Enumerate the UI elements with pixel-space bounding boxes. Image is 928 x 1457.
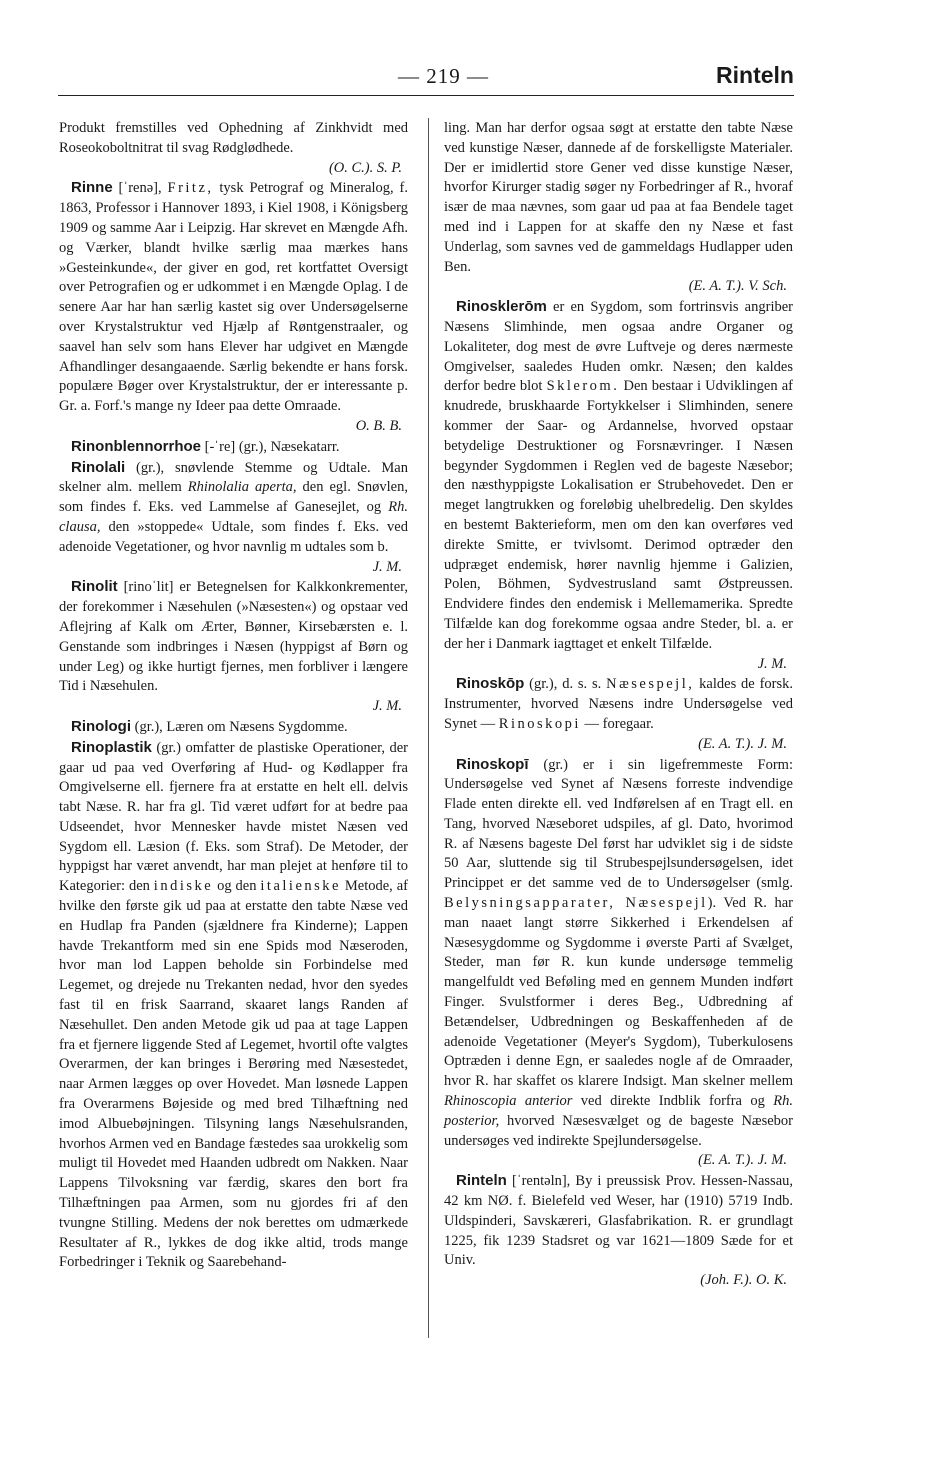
latin-term: Rhinoscopia anterior: [444, 1093, 573, 1110]
spaced-term: Belysningsapparater, Næsespejl: [444, 895, 708, 912]
entry-rinne: Rinne [ˈrenə], Fritz, tysk Petrograf og Mineralog, f. 1863, Professor i Hannover 1893, i Kiel 1908, i Königsberg 1909 og samme Aar i Leipzig. Har skrevet en Mængde Afh. og Værker, blandt hvilke særlig maa mærkes hans »Gesteinkunde«, der giver en god, ret kortfattet Oversigt over Petrografien og er udkommet i en Mængde Oplag. I de senere Aar har han særlig kastet sig over Undersøgelserne over Krystalstruktur ved Hjælp af Røntgenstraaler, og saavel han selv som hans Elever har udgivet en Mængde Afhandlinger desangaaende. Særlig bekendte er hans forsk. populære Bøger over Krystalstruktur, der er interessante p. Gr. a. Forf.'s mange ny Ideer paa dette Omraade. O. B. B.: [59, 178, 408, 436]
headword: Rinosklerōm: [456, 298, 547, 316]
entry-rinolali: Rinolali (gr.), snøvlende Stemme og Udtale. Man skelner alm. mellem Rhinolalia aperta, den egl. Snøvlen, som findes f. Eks. ved Lammelse af Ganesejlet, og Rh. clausa, den »stoppede« Udtale, som findes f. Eks. ved adenoide Vegetationer, og hvor navnlig m udtales som b. J. M.: [59, 458, 408, 578]
entry-rinosklerom: Rinosklerōm er en Sygdom, som fortrinsvis angriber Næsens Slimhinde, men ogsaa andre Organer og Lokaliteter, dog mest de øvre Luftveje og deres nærmeste Omgivelser, saaledes Huden omkr. Næsen; den kaldes derfor bedre blot Sklerom. Den bestaar i Udviklingen af knudrede, bruskhaarde Fortykkelser i Slimhinden, senere kommer der Saar- og Ardannelse, hvorved opstaar betydelige Destruktioner og Forsnævringer. I Næsen begynder Sygdommen i Reglen ved de bageste Næsebor; den næsthyppigste Lokalisation er Strubehovedet. Den er meget langtrukken og foreløbig uhelbredelig. Den skyldes en bestemt Bakterieform, men om den kan overføres ved direkte Smitte, er tvivlsomt. Derimod optræder den udpræget endemisk, hører navnlig hjemme i Galizien, Polen, Böhmen, Sydvestrusland samt Østpreussen. Endvidere findes den endemisk i Mellemamerika. Spredte Tilfælde kan dog forekomme ogsaa andre Steder, bl. a. er der her i Danmark iagttaget et enkelt Tilfælde. J. M.: [444, 297, 793, 674]
entry-rinoskop: Rinoskōp (gr.), d. s. s. Næsespejl, kaldes de forsk. Instrumenter, hvorved Næsens indre Undersøgelse ved Synet — Rinoskopi — foregaar. (E. A. T.). J. M.: [444, 674, 793, 754]
entry-rinteln: Rinteln [ˈrentəln], By i preussisk Prov. Hessen-Nassau, 42 km NØ. f. Bielefeld ved Weser, har (1910) 5719 Indb. Uldspinderi, Savskæreri, Glasfabrikation. R. er grundlagt 1225, fik 1239 Stadsret og var 1621—1809 Sæde for et Univ. (Joh. F.). O. K.: [444, 1171, 793, 1291]
spaced-term: italienske: [260, 878, 341, 895]
headword: Rinonblennorrhoe: [71, 437, 201, 455]
headword: Rinolit: [71, 578, 118, 596]
entry-signature: (O. C.). S. P.: [328, 159, 402, 176]
spaced-term: Næsespejl,: [606, 676, 695, 693]
latin-term: Rhinolalia aperta,: [187, 479, 297, 496]
headword: Rinologi: [71, 717, 131, 735]
entry-rinolit: Rinolit [rinoˈlit] er Betegnelsen for Kalkkonkrementer, der forekommer i Næsehulen (»Næsesten«) og opstaar ved Aflejring af Kalk om Ærter, Bønner, Kirsebærsten e. l. Genstande som indbringes i Næsen (hyppigst af Børn og under Leg) og ikke hurtigt fjernes, men forbliver i længere Tid i Næsehulen. J. M.: [59, 577, 408, 717]
entry-signature: J. M.: [757, 655, 787, 672]
entry-signature: (E. A. T.). V. Sch.: [688, 278, 787, 295]
spaced-term: Rinoskopi: [498, 715, 581, 732]
headword: Rinolali: [71, 458, 126, 476]
entry-signature: J. M.: [372, 558, 402, 575]
entry-signature: J. M.: [372, 698, 402, 715]
running-head: Rinteln: [716, 62, 794, 88]
right-column: [444, 119, 793, 1291]
page-header: [58, 60, 794, 96]
spaced-term: Sklerom.: [546, 378, 620, 395]
entry-rinologi: Rinologi (gr.), Læren om Næsens Sygdomme.: [71, 717, 348, 735]
latin-term: Rh. clausa,: [59, 499, 408, 535]
entry-rinonblennorrhoe: Rinonblennorrhoe [-ˈre] (gr.), Næsekatarr.: [71, 437, 340, 455]
headword: Rinoskopī: [456, 755, 529, 773]
latin-term: Rh. posterior,: [444, 1093, 793, 1129]
person-name: Fritz,: [167, 180, 214, 197]
headword: Rinoplastik: [71, 738, 152, 756]
spaced-term: indiske: [153, 878, 214, 895]
headword: Rinteln: [456, 1172, 507, 1190]
entry-signature: O. B. B.: [355, 417, 402, 434]
headword: Rinne: [71, 179, 113, 197]
entry-rinoskopi: Rinoskopī (gr.) er i sin ligefremmeste Form: Undersøgelse ved Synet af Næsens forreste indvendige Flade enten direkte ell. ved Indførelsen af en Tragt ell. en Tang, hvorved Næseboret udspiles, af gl. Dato, hvorimod R. af Næsens bageste Del først har udviklet sig i de sidste 50 Aar, sluttende sig til Strubespejlsundersøgelsen, idet Princippet er det samme ved de to Undersøgelser (smlg. Belysningsapparater, Næsespejl). Ved R. har man naaet langt større Sikkerhed i Erkendelsen af Næsesygdomme og Sygdomme i øverste Parti af Svælget, Steder, man før R. kun kunde undersøge temmelig mangelfuldt ved Beføling med en gennem Munden indført Finger. Svulstformer i deres Beg., Udbredning af Betændelser, Udbredningen og Beskaffenheden af de adenoide Vegetationer (Meyer's Sygdom), Tuberkulosens Optræden i denne Egn, er saaledes nogle af de Omraader, hvor R. har skaffet os klarere Indsigt. Man skelner mellem Rhinoscopia anterior ved direkte Indblik forfra og Rh. posterior, hvorved Næsesvælget og de bageste Næsebor undersøges ved indirekte Spejlundersøgelse. (E. A. T.). J. M.: [444, 755, 793, 1172]
entry-continuation: Produkt fremstilles ved Ophedning af Zinkhvidt med Roseokoboltnitrat til svag Rødglødhede. (O. C.). S. P.: [59, 119, 408, 178]
headword: Rinoskōp: [456, 675, 525, 693]
column-divider: [428, 118, 429, 1338]
entry-rinoplastik-continued: ling. Man har derfor ogsaa søgt at erstatte den tabte Næse ved kunstige Næser, dannede af de forskelligste Materialer. Der er imidlertid store Gener ved disse kunstige Næser, hvorfor Kirurger stadig søger ny Forbedringer af R., hvoraf især de maa nævnes, som gaar ud paa at faa Bendele taget med ind i Lappen for at skaffe den ny Næse et fast Underlag, som savnes ved de gammeldags Hudlapper uden Ben. (E. A. T.). V. Sch.: [444, 119, 793, 297]
entry-rinoplastik: Rinoplastik (gr.) omfatter de plastiske Operationer, der gaar ud paa ved Overføring af Hud- og Kødlapper fra Omgivelserne ell. fjernere fra at erstatte en helt ell. delvis tabt Næse. R. har fra gl. Tid været udført for at bedre paa Udseendet, hvor Mennesker havde mistet Næsen ved Sygdom ell. Læsion (f. Eks. som Straf). De Metoder, der hyppigst har været anvendt, har man plejet at henføre til to Kategorier: den indiske og den italienske Metode, af hvilke den første gik ud paa at erstatte den tabte Næse ved en Hudlap fra Panden (sjældnere fra Kinderne); Lappen havde Trekantform med sin ene Spids mod Næseroden, hvor man lod Lappen beholde sin Forbindelse med Legemet, og drejede nu Trekanten nedad, hvor den syedes fast til en frisk Saarrand, skaaret langs Randen af Næsehullet. Den anden Metode gik ud paa at tage Lappen fra et fjernere liggende Sted af Legemet, hvortil ofte valgtes Overarmen, der kan bringes i Berøring med Næsestedet, naar Armen lægges op over Hovedet. Man løsnede Lappen fra Overarmens Bøjeside og med bred Tilhæftning ned imod Albuebøjningen. Tilsyning langs Næsehulsranden, hvorhos Armen ved en Bandage fæstedes saa urokkelig som muligt til Hovedet med Haanden udbredt om Nakken. Naar Lappens Tilvoksning var færdig, skares den bort fra Tilhæftningen paa Armen, som nu gjordes fri af den tvungne Stilling. Medens der nok berettes om udmærkede Resultater af R., lykkes de dog ikke altid, trods mange Forbedringer i Teknik og Saarebehand-: [59, 738, 408, 1271]
header-rule: [58, 95, 794, 96]
entry-signature: (Joh. F.). O. K.: [700, 1272, 787, 1289]
page-number: — 219 —: [398, 64, 489, 88]
entry-signature: (E. A. T.). J. M.: [698, 1152, 787, 1169]
left-column: [59, 119, 408, 1273]
entry-signature: (E. A. T.). J. M.: [698, 735, 787, 752]
